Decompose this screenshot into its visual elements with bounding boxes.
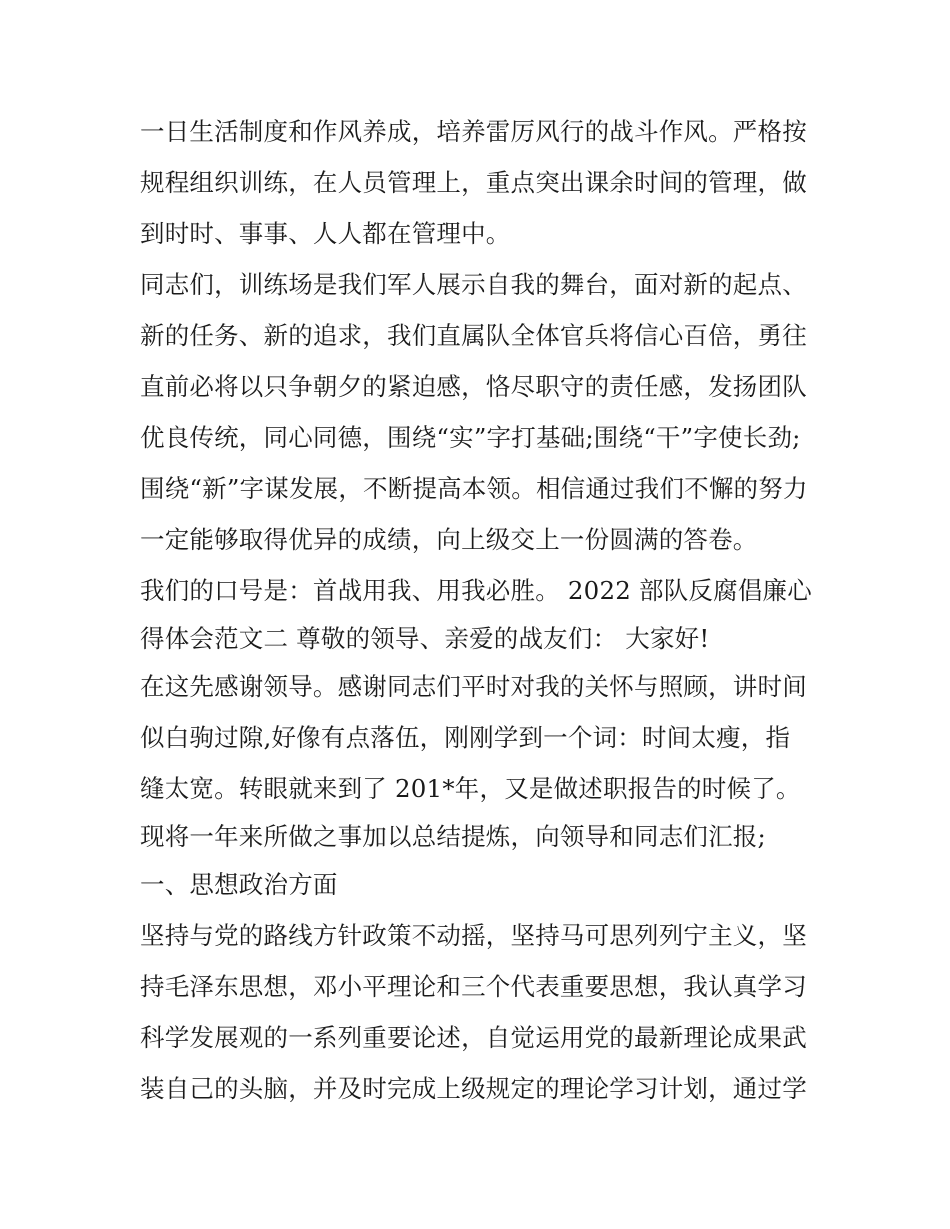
text-line: 似白驹过隙,好像有点落伍，刚刚学到一个词：时间太瘦，指 xyxy=(140,723,791,752)
text-line: 一定能够取得优异的成绩，向上级交上一份圆满的答卷。 xyxy=(140,525,758,554)
document-body xyxy=(140,106,830,1114)
section-heading: 一、思想政治方面 xyxy=(140,870,338,899)
text-line: 直前必将以只争朝夕的紧迫感，恪尽职守的责任感，发扬团队 xyxy=(140,372,807,401)
text-line: 围绕“新”字谋发展，不断提高本领。相信通过我们不懈的努力 xyxy=(140,474,808,503)
text-line: 装自己的头脑，并及时完成上级规定的理论学习计划，通过学 xyxy=(140,1074,807,1103)
text-line: 新的任务、新的追求，我们直属队全体官兵将信心百倍，勇往 xyxy=(140,321,807,350)
text-line: 一日生活制度和作风养成，培养雷厉风行的战斗作风。严格按 xyxy=(140,117,807,146)
text-line: 优良传统，同心同德，围绕“实”字打基础;围绕“干”字使长劲; xyxy=(140,423,801,452)
text-line: 得体会范文二 尊敬的领导、亲爱的战友们： 大家好! xyxy=(140,624,710,653)
text-line: 在这先感谢领导。感谢同志们平时对我的关怀与照顾，讲时间 xyxy=(140,672,807,701)
text-line: 持毛泽东思想，邓小平理论和三个代表重要思想，我认真学习 xyxy=(140,972,807,1001)
text-line: 我们的口号是：首战用我、用我必胜。 2022 部队反腐倡廉心 xyxy=(140,576,812,605)
text-line: 缝太宽。转眼就来到了 201*年，又是做述职报告的时候了。 xyxy=(140,774,801,803)
text-line: 科学发展观的一系列重要论述，自觉运用党的最新理论成果武 xyxy=(140,1023,807,1052)
text-line: 坚持与党的路线方针政策不动摇，坚持马可思列列宁主义，坚 xyxy=(140,921,807,950)
text-line: 现将一年来所做之事加以总结提炼，向领导和同志们汇报; xyxy=(140,822,766,851)
text-line: 同志们，训练场是我们军人展示自我的舞台，面对新的起点、 xyxy=(140,270,807,299)
text-line: 到时时、事事、人人都在管理中。 xyxy=(140,219,511,248)
text-line: 规程组织训练，在人员管理上，重点突出课余时间的管理，做 xyxy=(140,168,807,197)
